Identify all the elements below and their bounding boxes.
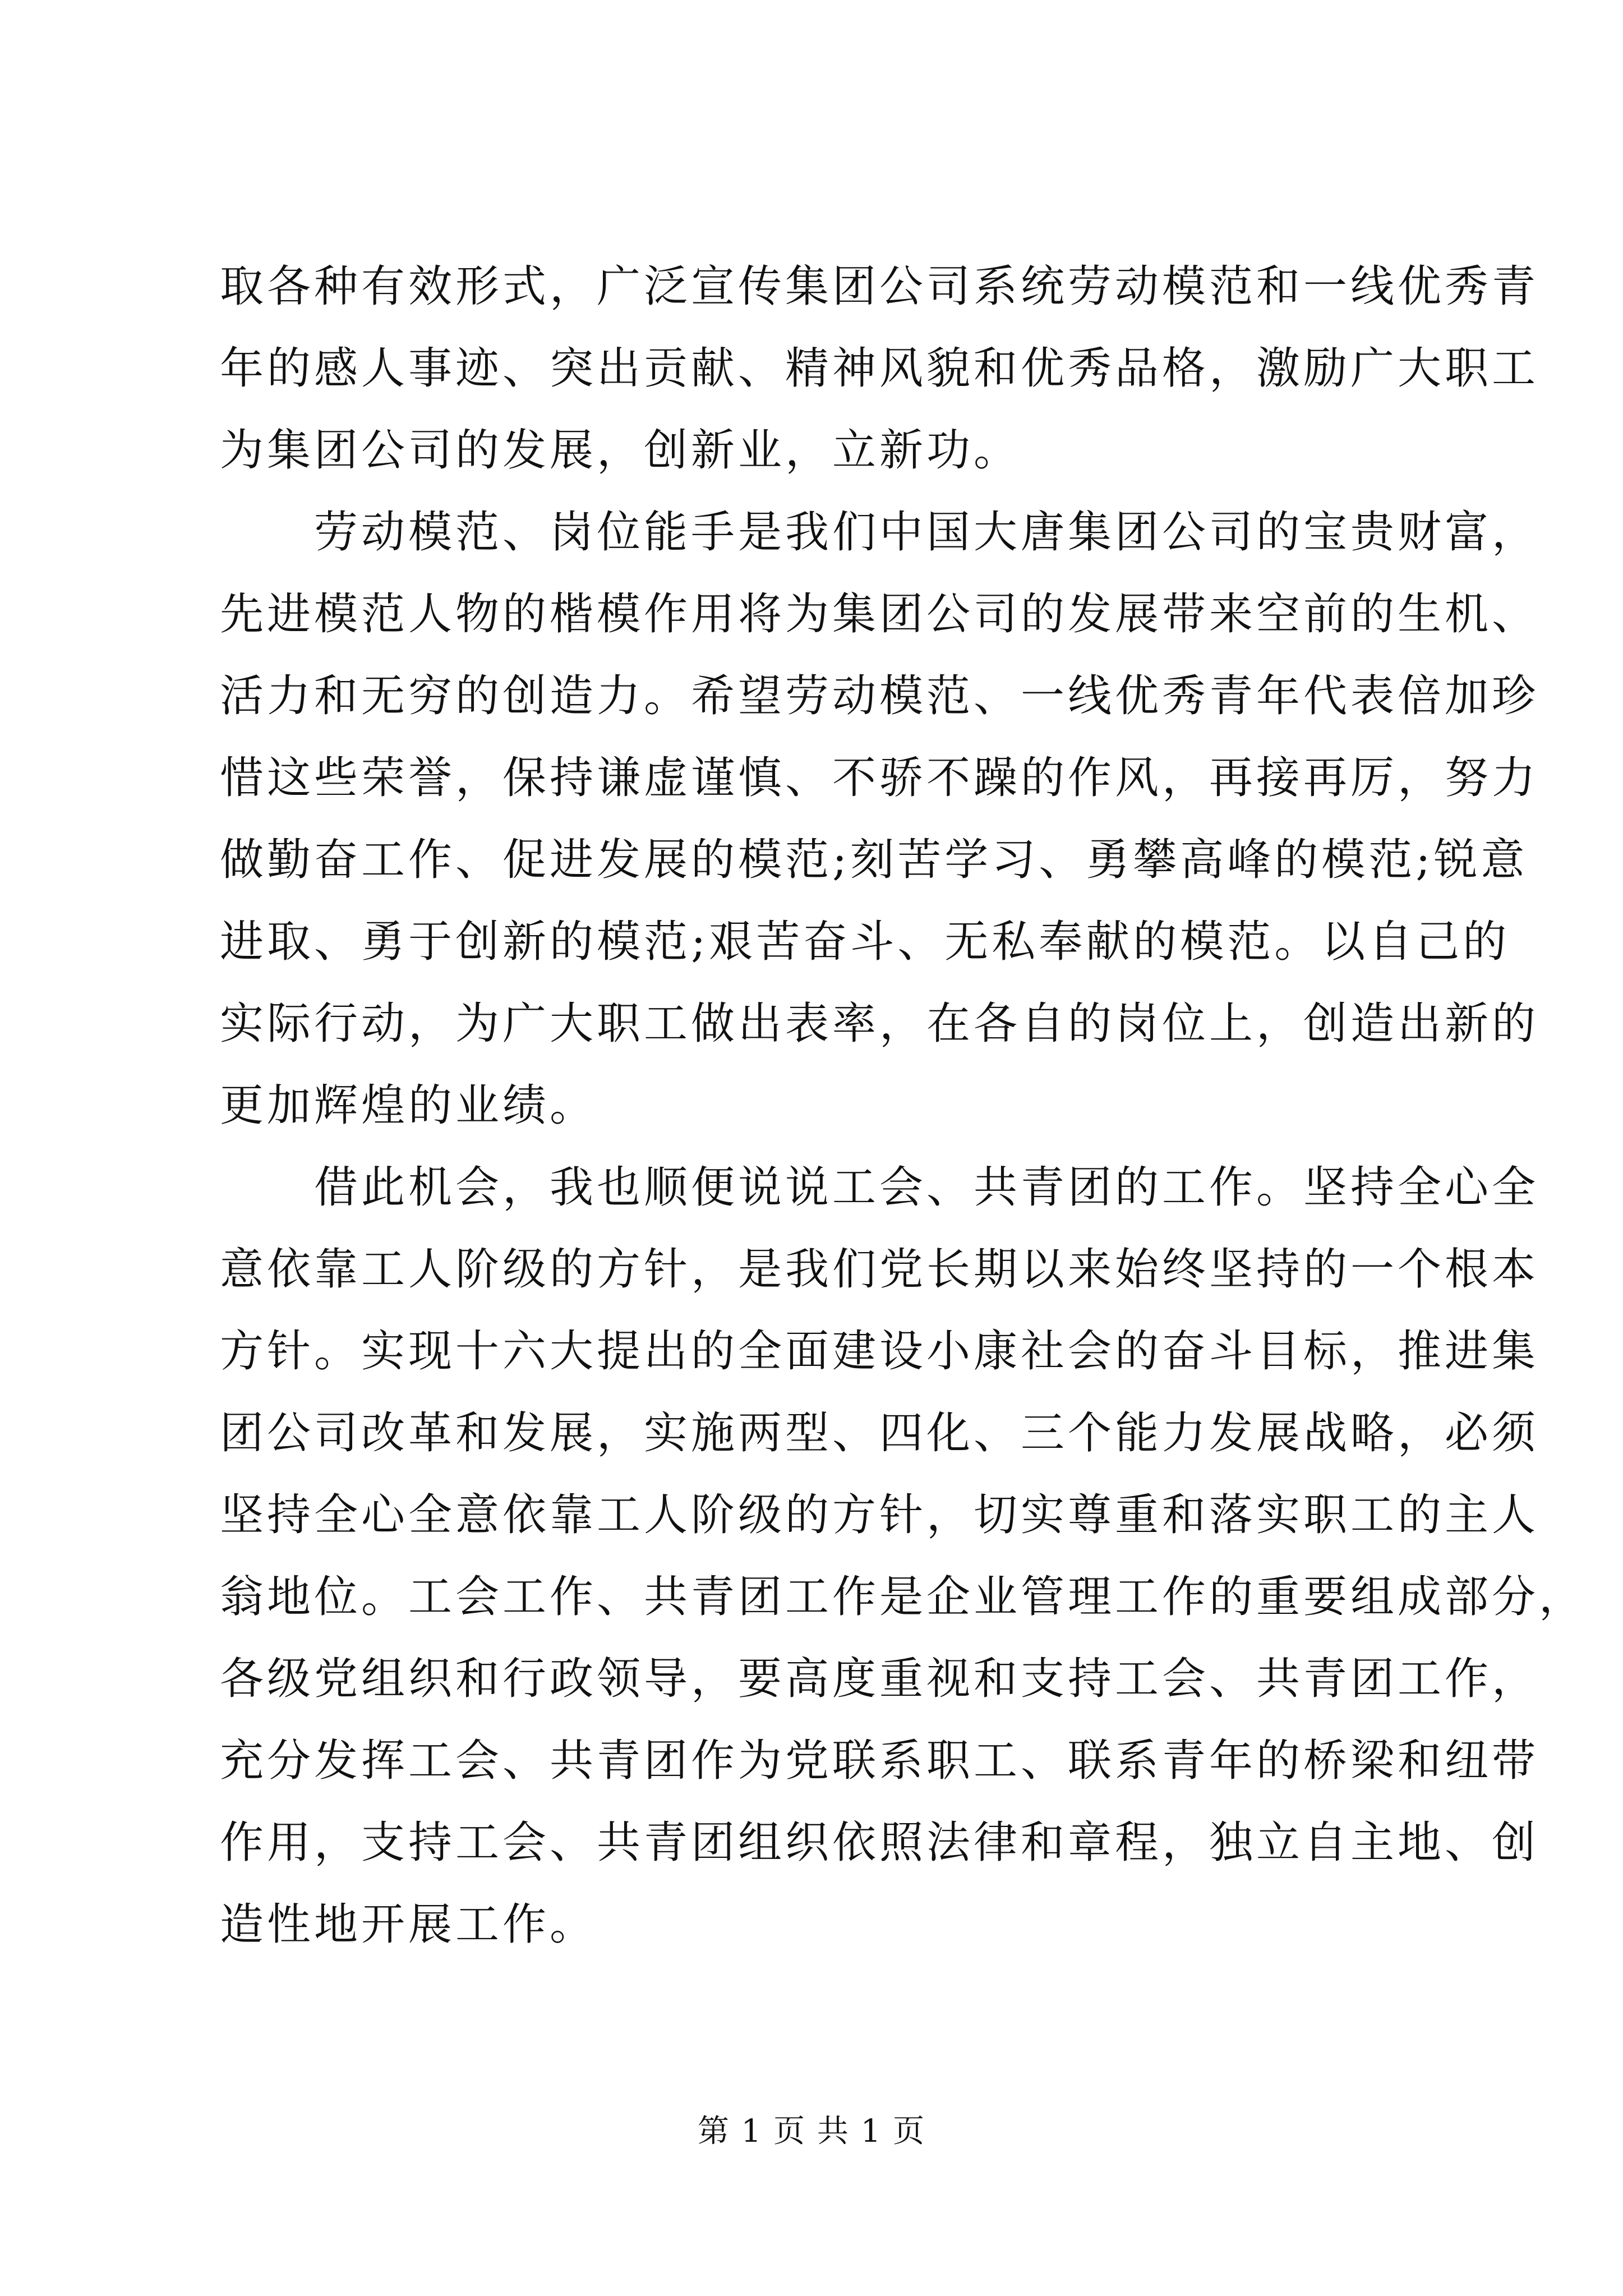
paragraph-1 (220, 246, 1539, 491)
text-line: 年的感人事迹、突出贡献、精神风貌和优秀品格，激励广大职工 (220, 343, 1539, 394)
text-line: 为集团公司的发展，创新业，立新功。 (220, 425, 1021, 476)
text-line: 借此机会，我也顺便说说工会、共青团的工作。坚持全心全 (220, 1162, 1539, 1213)
text-line: 做勤奋工作、促进发展的模范;刻苦学习、勇攀高峰的模范;锐意 (220, 835, 1528, 885)
text-line: 意依靠工人阶级的方针，是我们党长期以来始终坚持的一个根本 (220, 1244, 1539, 1295)
text-line: 团公司改革和发展，实施两型、四化、三个能力发展战略，必须 (220, 1408, 1539, 1458)
text-line: 作用，支持工会、共青团组织依照法律和章程，独立自主地、创 (220, 1818, 1539, 1868)
text-line: 更加辉煌的业绩。 (220, 1080, 597, 1131)
page-footer (0, 2109, 1623, 2154)
text-line: 各级党组织和行政领导，要高度重视和支持工会、共青团工作， (220, 1654, 1539, 1704)
text-line: 惜这些荣誉，保持谦虚谨慎、不骄不躁的作风，再接再厉，努力 (220, 753, 1539, 803)
text-line: 造性地开展工作。 (220, 1899, 597, 1950)
text-line: 翁地位。工会工作、共青团工作是企业管理工作的重要组成部分， (220, 1572, 1587, 1622)
text-line: 活力和无穷的创造力。希望劳动模范、一线优秀青年代表倍加珍 (220, 671, 1539, 721)
document-body (220, 246, 1587, 1966)
text-line: 坚持全心全意依靠工人阶级的方针，切实尊重和落实职工的主人 (220, 1490, 1539, 1540)
text-line: 进取、勇于创新的模范;艰苦奋斗、无私奉献的模范。以自己的 (220, 917, 1510, 967)
text-line: 方针。实现十六大提出的全面建设小康社会的奋斗目标，推进集 (220, 1326, 1539, 1377)
text-line: 充分发挥工会、共青团作为党联系职工、联系青年的桥梁和纽带 (220, 1736, 1539, 1786)
text-line: 取各种有效形式，广泛宣传集团公司系统劳动模范和一线优秀青 (220, 261, 1539, 312)
page-number-label: 第 1 页 共 1 页 (697, 2113, 926, 2150)
text-line: 劳动模范、岗位能手是我们中国大唐集团公司的宝贵财富， (220, 507, 1539, 558)
text-line: 实际行动，为广大职工做出表率，在各自的岗位上，创造出新的 (220, 999, 1539, 1049)
paragraph-2 (220, 491, 1539, 1147)
text-line: 先进模范人物的楷模作用将为集团公司的发展带来空前的生机、 (220, 589, 1539, 639)
paragraph-3 (220, 1147, 1587, 1966)
